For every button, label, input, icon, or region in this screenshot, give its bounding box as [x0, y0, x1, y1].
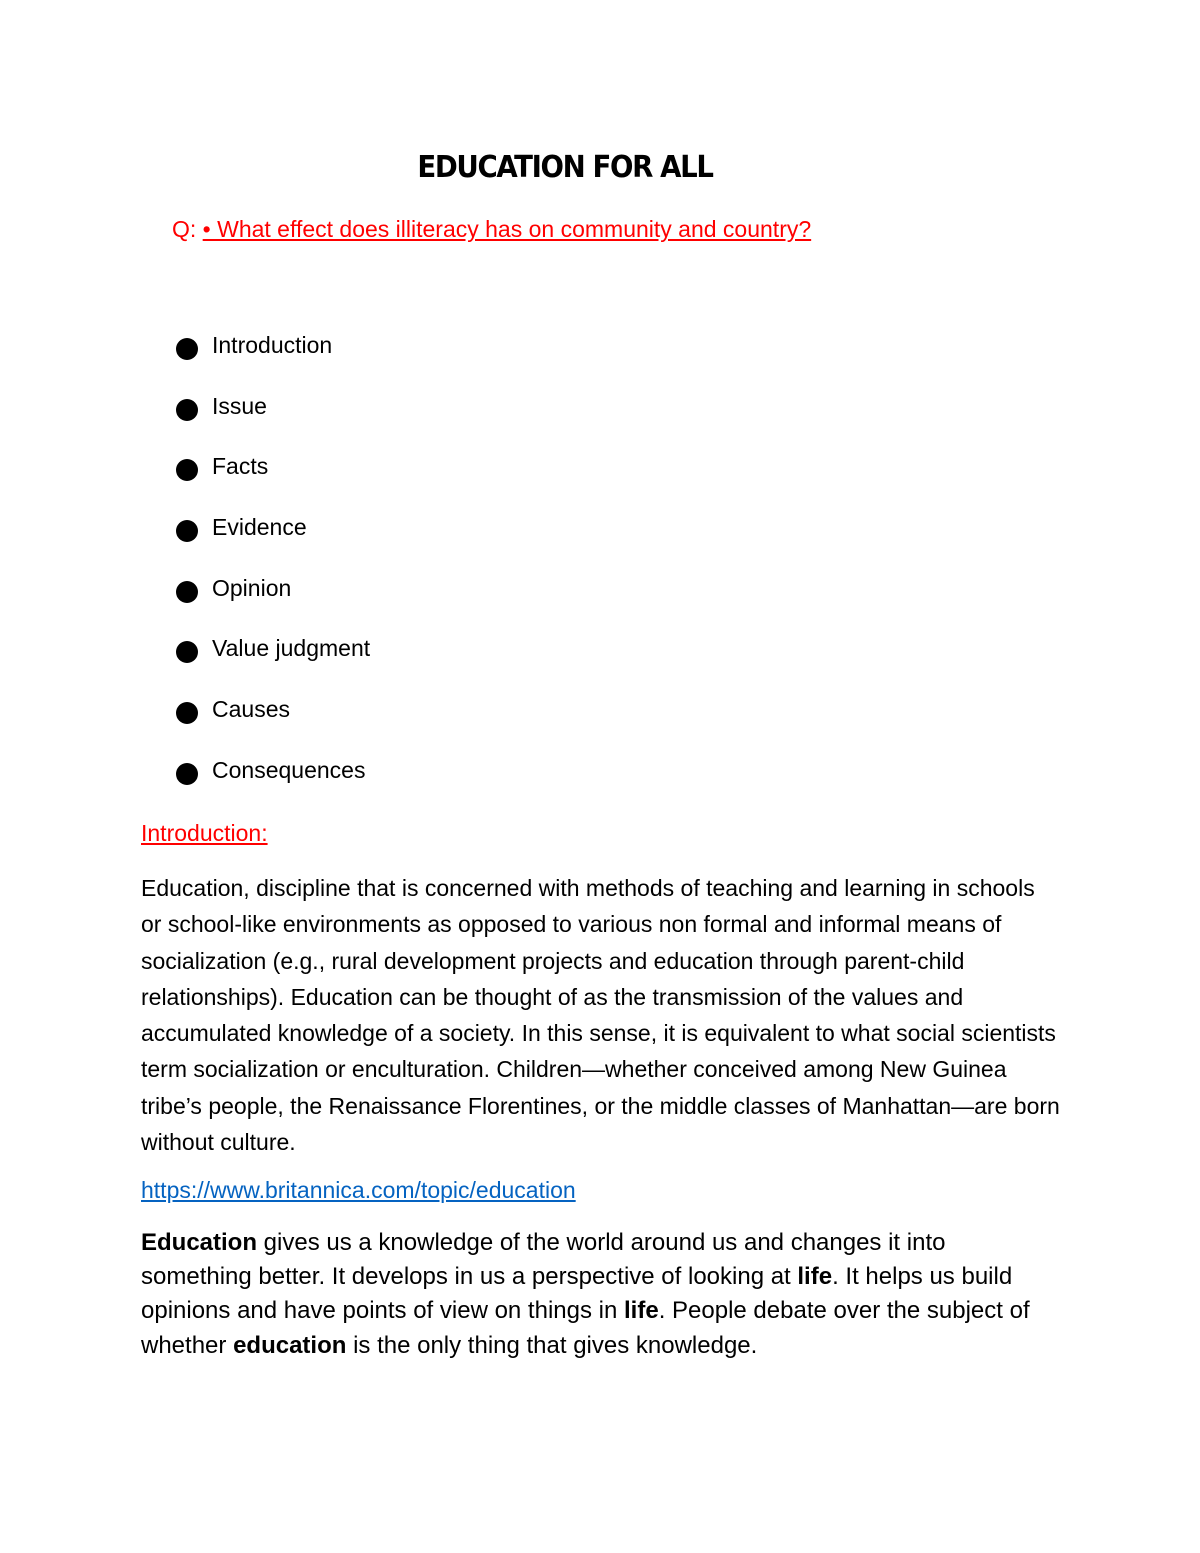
document-title: EDUCATION FOR ALL — [417, 150, 713, 185]
paragraph-text: . It helps us build opinions and have points of view on things in — [141, 1263, 1013, 1325]
outline-item — [176, 393, 370, 454]
outline-item — [176, 635, 370, 696]
source-link[interactable]: https://www.britannica.com/topic/education — [141, 1177, 576, 1203]
outline-item-label: Opinion — [212, 574, 292, 601]
outline-item-label: Consequences — [212, 756, 366, 783]
introduction-heading: Introduction: — [141, 820, 268, 846]
bold-term: life — [624, 1297, 659, 1325]
bullet-icon — [176, 763, 198, 785]
outline-item — [176, 757, 370, 818]
outline-list — [176, 332, 370, 818]
outline-item-label: Value judgment — [212, 635, 371, 662]
education-paragraph — [141, 1226, 1051, 1363]
bold-term: life — [797, 1263, 833, 1291]
paragraph-text: . People debate over the subject of whether — [141, 1297, 1030, 1359]
outline-item-label: Introduction — [212, 332, 333, 358]
paragraph-text: is the only thing that gives knowledge. — [346, 1331, 758, 1359]
introduction-paragraph: Education, discipline that is concerned with methods of teaching and learning in schools or school-like environments as opposed to various non formal and informal means of socialization (e.g., rural development projects and education through parent-child relationships). Education can be thought of as the transmission of the values and accumulated knowledge of a society. In this sense, it is equivalent to what social scientists term socialization or enculturation. Children—whether conceived among New Guinea tribe’s people, the Renaissance Florentines, or the middle classes of Manhattan—are born without culture. — [141, 875, 1060, 1156]
bullet-icon — [176, 459, 198, 481]
question-line — [172, 216, 811, 243]
outline-item — [176, 332, 370, 393]
outline-item — [176, 453, 370, 514]
bullet-icon — [176, 338, 198, 360]
bullet-icon — [176, 581, 198, 603]
outline-item-label: Causes — [212, 696, 290, 723]
question-prefix: Q: — [172, 216, 203, 242]
bold-term: education — [233, 1331, 347, 1359]
paragraph-text: gives us a knowledge of the world around us and changes it into something better. It develops in us a perspective of looking at — [141, 1229, 946, 1291]
outline-item — [176, 514, 370, 575]
bullet-icon — [176, 399, 198, 421]
question-text: • What effect does illiteracy has on community and country? — [202, 216, 812, 242]
bullet-icon — [176, 702, 198, 724]
outline-item-label: Evidence — [212, 514, 307, 541]
bold-term: Education — [141, 1229, 258, 1256]
outline-item — [176, 696, 370, 757]
bullet-icon — [176, 641, 198, 663]
bullet-icon — [176, 520, 198, 542]
outline-item-label: Facts — [212, 453, 269, 480]
outline-item — [176, 575, 370, 636]
outline-item-label: Issue — [212, 392, 267, 419]
